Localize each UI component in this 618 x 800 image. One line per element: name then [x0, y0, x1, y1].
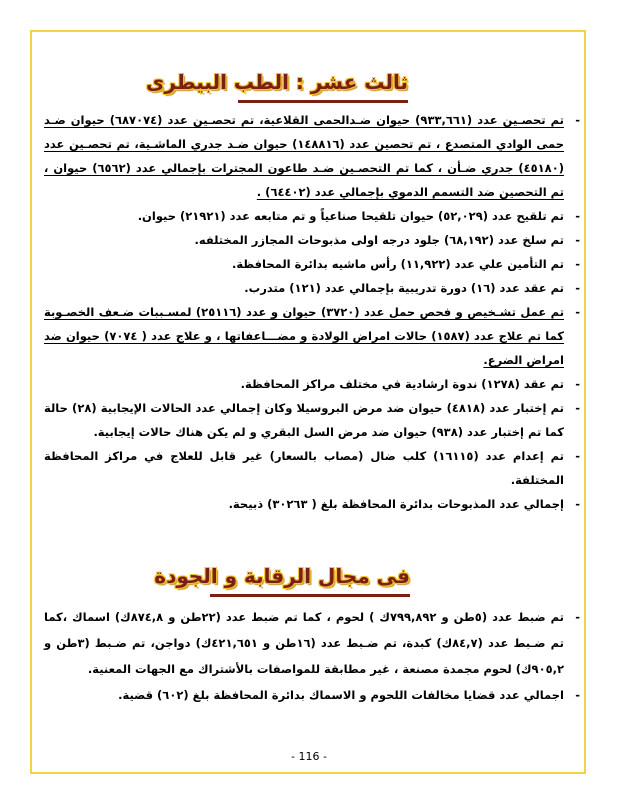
list-item: - إجمالي عدد المذبوحات بدائرة المحافظة بلغ ( ٣٠٢٦٣) ذبيحة.: [228, 497, 580, 511]
list-item: - تم تلقيح عدد (٥٢,٠٢٩) حيوان تلقيحا صناعياً و تم متابعه عدد (٢١٩٢١) حيوان.: [137, 209, 580, 223]
veterinary-list: [44, 108, 580, 516]
title-underline: [238, 100, 408, 103]
list-item: - تم التأمين علي عدد (١١,٩٢٢) رأس ماشيه بدائرة المحافظة.: [231, 257, 580, 271]
list-item: - تم إختبار عدد (٤٨١٨) حيوان ضد مرض البروسيلا وكان إجمالي عدد الحالات الإيجابية (٢٨) حالة كما تم إختبار عدد (٩٣٨) حيوان ضد مرض السل البقري و لم يكن هناك حالات إيجابية.: [44, 401, 580, 439]
list-item: - تم إعدام عدد (١٦١١٥) كلب ضال (مصاب بالسعار) غير قابل للعلاج في مراكز المحافظة المختلفة.: [44, 449, 580, 487]
title-underline: [210, 594, 410, 597]
quality-list: [44, 604, 580, 708]
list-item: - تم ضبط عدد (٥طن و ٧٩٩,٨٩٢ك ) لحوم ، كما تم ضبط عدد (٢٢طن و ٨٧٤,٨ك) اسماك ،كما تم ضـبط عدد (٨٤,٧ك) كبدة، تم ضـبط عدد (١٦طن و ٤٢١,٦٥١ك) دواجن، تم ضـبط (٣طن و ٩٠٥,٢ك) لحوم مجمدة مصنعة ، غير مطابقة للمواصفات بالأشتراك مع الجهات المعنية.: [44, 610, 580, 676]
list-item: - اجمالي عدد قضايا مخالفات اللحوم و الاسماك بدائرة المحافظة بلغ (٦٠٢) قضية.: [118, 688, 580, 702]
list-item: - تم تحصـين عدد (٩٣٣,٦٦١) حيوان ضـدالحمى القلاعية، تم تحصـين عدد (٦٨٧٠٧٤) حيوان ضـد حمى الوادي المتصدع ، تم تحصين عدد (١٤٨٨١٦) حيوان ضـد جدري الماشـية، تم تحصـين عدد (٤٥١٨٠) جدري ضـأن ، كما تم التحصـين ضـد طاعون المجترات بإجمالي عدد (٦٥٦٢) حيوان ، تم التحصين ضد التسمم الدموي بإجمالي عدد (٦٤٤٠٢) .: [44, 113, 580, 199]
list-item: - تم عمل تشـخيص و فحص حمل عدد (٣٧٢٠) حيوان و عدد (٢٥١١٦) لمسـببات ضـعف الخصـوبة كما تم علاج عدد (١٥٨٧) حالات امراض الولادة و مضـــاعفاتها ، و علاج عدد ( ٧٠٧٤) حيوان ضد امراض الضرع.: [44, 305, 580, 367]
list-item: - تم عقد عدد (١٦) دورة تدريبية بإجمالي عدد (١٢١) متدرب.: [244, 281, 580, 295]
section-title-quality: فى مجال الرقابة و الجودة: [154, 564, 410, 588]
page-number: - 116 -: [291, 750, 327, 763]
section-title-veterinary: ثالث عشر : الطب البيطرى: [146, 70, 408, 94]
list-item: - تم عقد (١٢٧٨) ندوة ارشادية في مختلف مراكز المحافظة.: [240, 377, 580, 391]
list-item: - تم سلخ عدد (٦٨,١٩٢) جلود درجه اولى مذبوحات المجازر المختلفه.: [194, 233, 580, 247]
